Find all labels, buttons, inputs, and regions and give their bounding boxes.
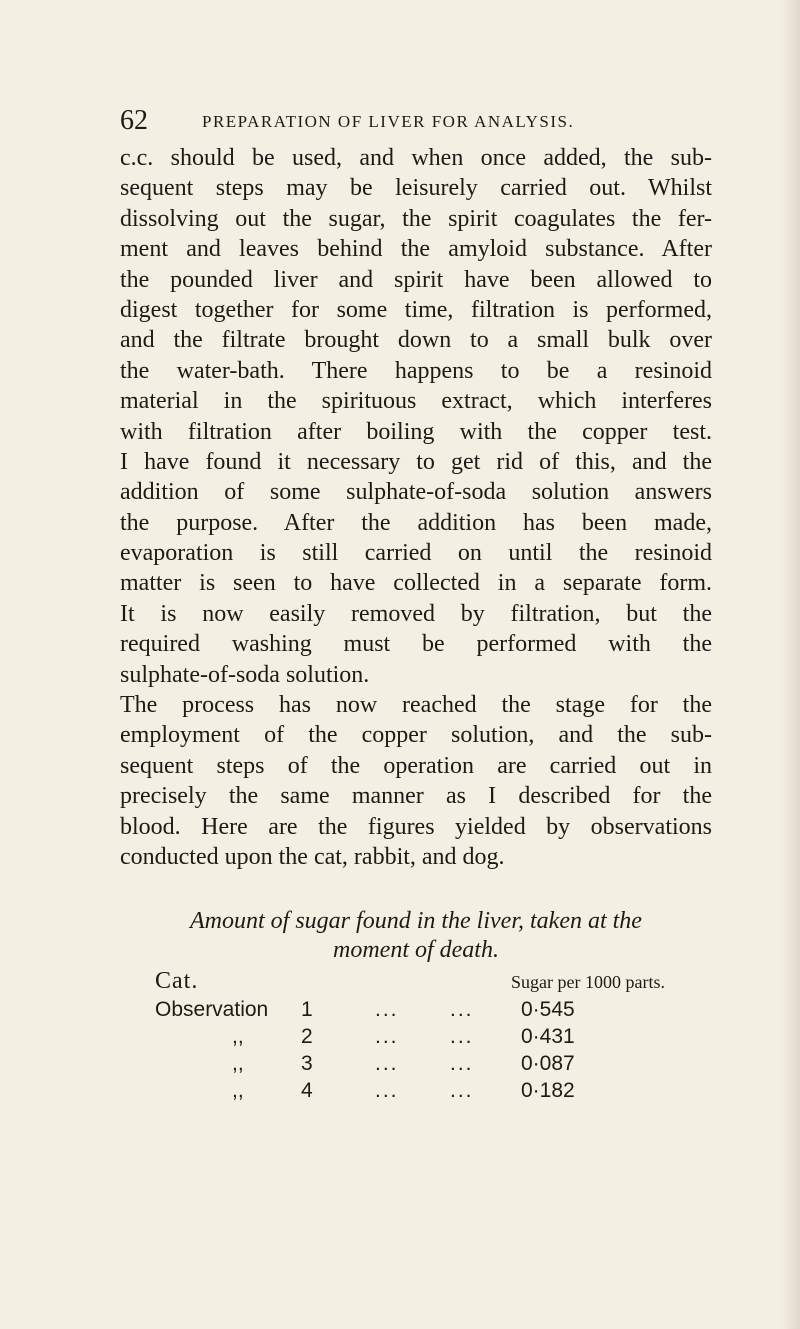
body-line: evaporation is still carried on until the resinoid <box>120 540 712 567</box>
leader-dots: ... <box>375 998 399 1021</box>
running-head: PREPARATION OF LIVER FOR ANALYSIS. <box>202 112 575 131</box>
page-number: 62 <box>120 105 148 136</box>
leader-dots: ... <box>450 1025 474 1048</box>
body-line: the water-bath. There happens to be a resinoid <box>120 357 712 384</box>
table-caption <box>120 907 712 965</box>
leader-dots: ... <box>375 1052 399 1075</box>
table-row <box>155 1023 695 1050</box>
row-number: 1 <box>301 998 313 1021</box>
body-line: the purpose. After the addition has been made, <box>120 509 712 536</box>
ditto-mark: ,, <box>232 1052 244 1075</box>
ditto-mark: ,, <box>232 1079 244 1102</box>
body-line: conducted upon the cat, rabbit, and dog. <box>120 843 505 870</box>
body-line: with filtration after boiling with the copper test. <box>120 418 712 445</box>
body-line: employment of the copper solution, and the sub- <box>120 722 712 749</box>
body-line: and the filtrate brought down to a small bulk over <box>120 327 712 354</box>
ditto-mark: ,, <box>232 1025 244 1048</box>
body-line: matter is seen to have collected in a separate form. <box>120 570 712 597</box>
body-line: It is now easily removed by filtration, but the <box>120 600 712 627</box>
body-text <box>120 143 712 872</box>
body-line: sequent steps of the operation are carried out in <box>120 752 712 779</box>
page-header <box>120 106 720 136</box>
sugar-table <box>155 966 695 1104</box>
table-header <box>155 966 695 996</box>
row-number: 2 <box>301 1025 313 1048</box>
body-line: the pounded liver and spirit have been allowed to <box>120 266 712 293</box>
row-value: 0·087 <box>521 1052 575 1075</box>
value-column-header: Sugar per 1000 parts. <box>511 972 665 992</box>
row-value: 0·182 <box>521 1079 575 1102</box>
row-value: 0·431 <box>521 1025 575 1048</box>
row-label: Observation <box>155 998 269 1021</box>
body-line: blood. Here are the figures yielded by observations <box>120 813 712 840</box>
table-caption-line: moment of death. <box>333 937 499 963</box>
body-line: dissolving out the sugar, the spirit coagulates the fer- <box>120 205 712 232</box>
body-line: ment and leaves behind the amyloid substance. After <box>120 236 712 263</box>
page-edge-shadow <box>782 0 800 1329</box>
body-line: The process has now reached the stage for the <box>120 692 712 719</box>
row-value: 0·545 <box>521 998 575 1021</box>
body-line: precisely the same manner as I described for the <box>120 783 712 810</box>
leader-dots: ... <box>375 1025 399 1048</box>
table-row <box>155 1050 695 1077</box>
body-line: I have found it necessary to get rid of this, and the <box>120 448 712 475</box>
animal-label: Cat. <box>155 968 199 994</box>
row-number: 3 <box>301 1052 313 1075</box>
table-caption-line: Amount of sugar found in the liver, taken at the <box>190 908 642 934</box>
leader-dots: ... <box>375 1079 399 1102</box>
body-line: sequent steps may be leisurely carried out. Whilst <box>120 175 712 202</box>
body-line: digest together for some time, filtration is performed, <box>120 296 712 323</box>
body-line: c.c. should be used, and when once added, the sub- <box>120 145 712 171</box>
body-line: material in the spirituous extract, which interferes <box>120 388 712 415</box>
body-line: addition of some sulphate-of-soda solution answers <box>120 479 712 506</box>
body-line: required washing must be performed with the <box>120 631 712 658</box>
table-row <box>155 996 695 1023</box>
body-line: sulphate-of-soda solution. <box>120 661 370 688</box>
table-row <box>155 1077 695 1104</box>
leader-dots: ... <box>450 1052 474 1075</box>
leader-dots: ... <box>450 1079 474 1102</box>
leader-dots: ... <box>450 998 474 1021</box>
row-number: 4 <box>301 1079 313 1102</box>
